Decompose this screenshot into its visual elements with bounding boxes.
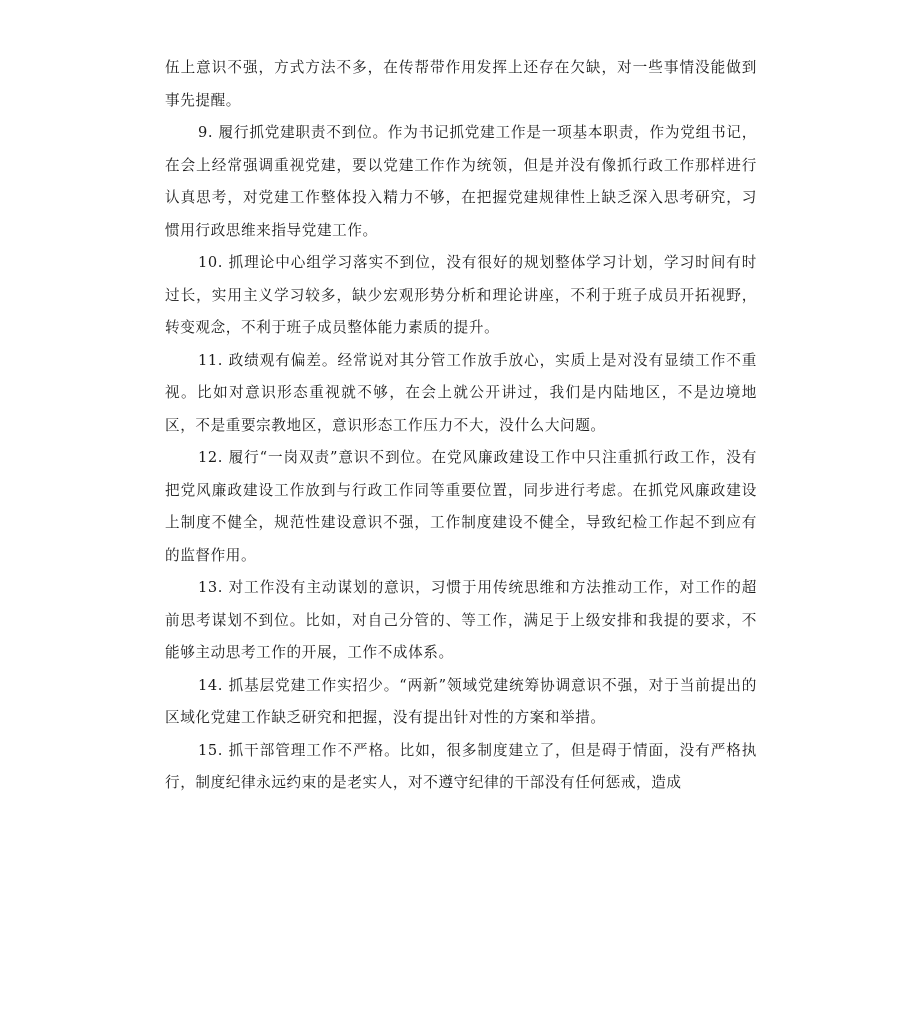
paragraph-item-9: 9. 履行抓党建职责不到位。作为书记抓党建工作是一项基本职责，作为党组书记，在会上经常强调重视党建，要以党建工作作为统领，但是并没有像抓行政工作那样进行认真思考，对党建工作整体投入精力不够，在把握党建规律性上缺乏深入思考研究，习惯用行政思维来指导党建工作。 [165, 124, 757, 239]
paragraph-item-11: 11. 政绩观有偏差。经常说对其分管工作放手放心，实质上是对没有显绩工作不重视。比如对意识形态重视就不够，在会上就公开讲过，我们是内陆地区，不是边境地区，不是重要宗教地区，意识形态工作压力不大，没什么大问题。 [165, 351, 757, 434]
paragraph-item-14: 14. 抓基层党建工作实招少。“两新”领域党建统筹协调意识不强，对于当前提出的区域化党建工作缺乏研究和把握，没有提出针对性的方案和举措。 [165, 676, 757, 726]
paragraph-item-10: 10. 抓理论中心组学习落实不到位，没有很好的规划整体学习计划，学习时间有时过长，实用主义学习较多，缺少宏观形势分析和理论讲座，不利于班子成员开拓视野，转变观念，不利于班子成员整体能力素质的提升。 [165, 254, 757, 336]
paragraph-item-13: 13. 对工作没有主动谋划的意识，习惯于用传统思维和方法推动工作，对工作的超前思考谋划不到位。比如，对自己分管的、等工作，满足于上级安排和我提的要求，不能够主动思考工作的开展，工作不成体系。 [165, 579, 757, 661]
document-body [165, 52, 757, 800]
paragraph-item-12: 12. 履行“一岗双责”意识不到位。在党风廉政建设工作中只注重抓行政工作，没有把党风廉政建设工作放到与行政工作同等重要位置，同步进行考虑。在抓党风廉政建设上制度不健全，规范性建设意识不强，工作制度建设不健全，导致纪检工作起不到应有的监督作用。 [165, 449, 757, 564]
paragraph-item-15: 15. 抓干部管理工作不严格。比如，很多制度建立了，但是碍于情面，没有严格执行，制度纪律永远约束的是老实人，对不遵守纪律的干部没有任何惩戒，造成 [165, 741, 757, 791]
paragraph-continuation: 伍上意识不强，方式方法不多，在传帮带作用发挥上还存在欠缺，对一些事情没能做到事先提醒。 [165, 59, 757, 109]
